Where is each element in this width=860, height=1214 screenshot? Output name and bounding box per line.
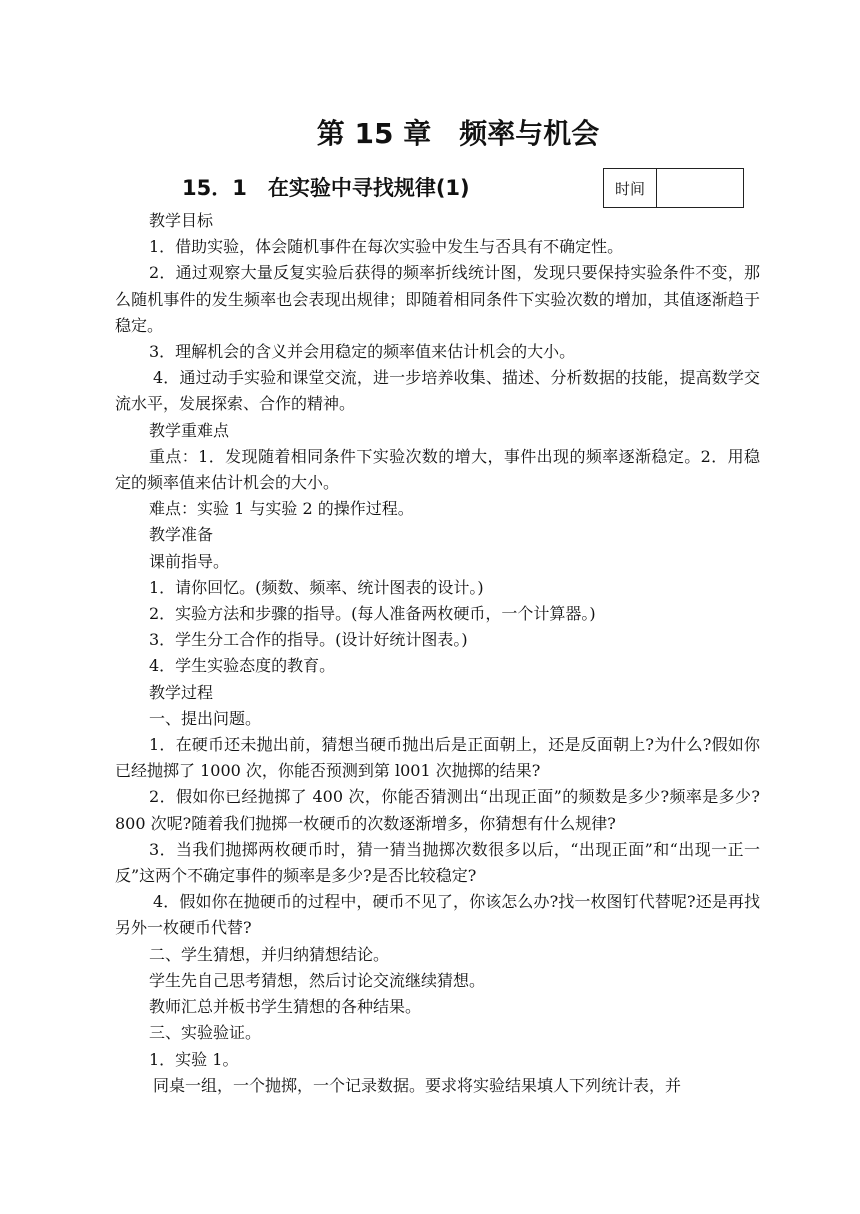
paragraph: 难点：实验 1 与实验 2 的操作过程。 bbox=[149, 499, 414, 519]
section-title: 15．1 在实验中寻找规律(1) bbox=[182, 176, 470, 200]
paragraph: 2．实验方法和步骤的指导。(每人准备两枚硬币，一个计算器。) bbox=[149, 604, 596, 624]
chapter-title: 第 15 章 频率与机会 bbox=[316, 117, 600, 150]
paragraph: 教师汇总并板书学生猜想的各种结果。 bbox=[149, 997, 422, 1017]
paragraph: 学生先自己思考猜想，然后讨论交流继续猜想。 bbox=[149, 970, 486, 990]
paragraph: 教学准备 bbox=[149, 525, 214, 545]
paragraph: 1．借助实验，体会随机事件在每次实验中发生与否具有不确定性。 bbox=[149, 237, 624, 257]
paragraph: 课前指导。 bbox=[149, 551, 230, 571]
paragraph: 重点：1．发现随着相同条件下实验次数的增大，事件出现的频率逐渐稳定。2．用稳定的频率值来估计机会的大小。 bbox=[115, 446, 760, 493]
paragraph: 2．假如你已经抛掷了 400 次，你能否猜测出“出现正面”的频数是多少?频率是多少?800 次呢?随着我们抛掷一枚硬币的次数逐渐增多，你猜想有什么规律? bbox=[115, 787, 760, 833]
paragraph: 教学重难点 bbox=[149, 420, 230, 440]
paragraph: 4．通过动手实验和课堂交流，进一步培养收集、描述、分析数据的技能，提高数学交流水平，发展探索、合作的精神。 bbox=[115, 368, 760, 414]
paragraph: 3．理解机会的含义并会用稳定的频率值来估计机会的大小。 bbox=[149, 342, 576, 362]
time-box bbox=[603, 168, 744, 208]
paragraph: 4．假如你在抛硬币的过程中，硬币不见了，你该怎么办?找一枚图钉代替呢?还是再找另外一枚硬币代替? bbox=[115, 892, 760, 938]
document-body bbox=[115, 208, 760, 1099]
time-value bbox=[657, 169, 743, 207]
paragraph: 同桌一组，一个抛掷，一个记录数据。要求将实验结果填人下列统计表，并 bbox=[153, 1075, 682, 1095]
paragraph: 1．请你回忆。(频数、频率、统计图表的设计。) bbox=[149, 577, 484, 597]
paragraph: 三、实验验证。 bbox=[149, 1023, 262, 1043]
paragraph: 3．当我们抛掷两枚硬币时，猜一猜当抛掷次数很多以后，“出现正面”和“出现一正一反”这两个不确定事件的频率是多少?是否比较稳定? bbox=[115, 839, 760, 886]
paragraph: 一、提出问题。 bbox=[149, 708, 262, 728]
paragraph: 教学目标 bbox=[149, 211, 214, 230]
paragraph: 2．通过观察大量反复实验后获得的频率折线统计图，发现只要保持实验条件不变，那么随机事件的发生频率也会表现出规律；即随着相同条件下实验次数的增加，其值逐渐趋于稳定。 bbox=[115, 263, 760, 335]
paragraph: 1．在硬币还未抛出前，猜想当硬币抛出后是正面朝上，还是反面朝上?为什么?假如你已经抛掷了 1000 次，你能否预测到第 l001 次抛掷的结果? bbox=[115, 735, 760, 781]
paragraph: 二、学生猜想，并归纳猜想结论。 bbox=[149, 944, 390, 964]
paragraph: 4．学生实验态度的教育。 bbox=[149, 656, 336, 676]
time-label: 时间 bbox=[604, 169, 657, 207]
paragraph: 1．实验 1。 bbox=[149, 1049, 239, 1069]
paragraph: 3．学生分工合作的指导。(设计好统计图表。) bbox=[149, 630, 468, 650]
paragraph: 教学过程 bbox=[149, 682, 214, 702]
